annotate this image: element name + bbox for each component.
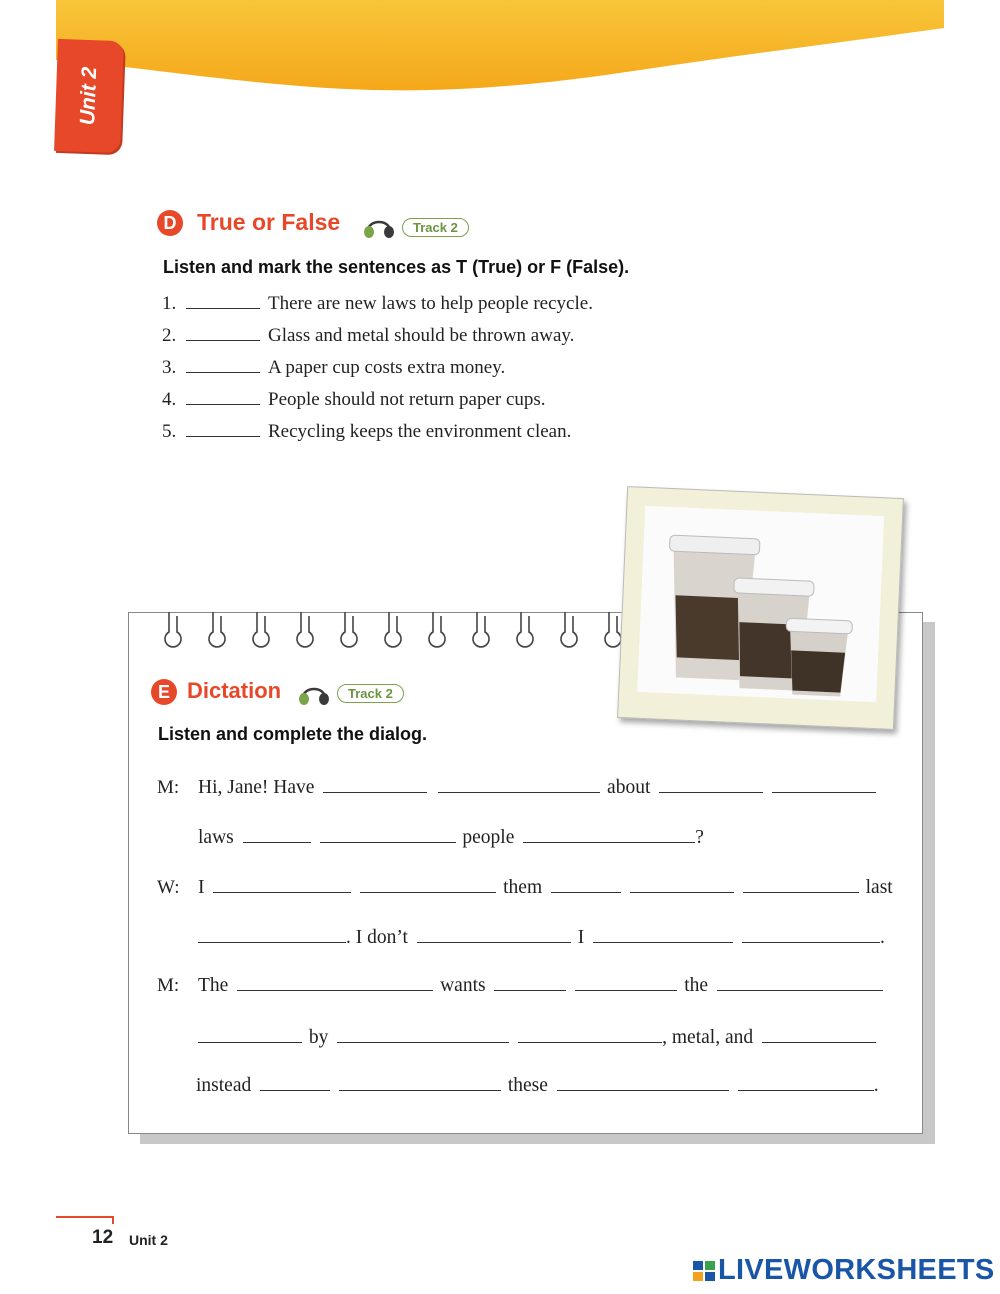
dialog-text: Hi, Jane! Have bbox=[198, 777, 315, 798]
speaker-label: W: bbox=[157, 877, 180, 898]
dialog-text: people bbox=[462, 827, 515, 848]
dictation-blank[interactable] bbox=[593, 928, 733, 943]
dialog-text: laws bbox=[198, 827, 234, 848]
tf-answer-blank[interactable] bbox=[186, 422, 260, 437]
brand-text: LIVEWORKSHEETS bbox=[718, 1254, 995, 1286]
dictation-blank[interactable] bbox=[198, 928, 346, 943]
dialog-line bbox=[198, 975, 883, 997]
tf-item bbox=[162, 293, 593, 315]
dictation-blank[interactable] bbox=[659, 778, 763, 793]
dictation-blank[interactable] bbox=[438, 778, 600, 793]
unit-tab-label: Unit 2 bbox=[75, 66, 102, 126]
footer-unit: Unit 2 bbox=[129, 1232, 168, 1248]
dialog-line bbox=[196, 1075, 879, 1097]
dictation-blank[interactable] bbox=[738, 1076, 874, 1091]
tf-item bbox=[162, 421, 571, 443]
section-d-letter: D bbox=[157, 210, 183, 236]
tf-item bbox=[162, 325, 574, 347]
track-badge-d[interactable]: Track 2 bbox=[402, 218, 469, 237]
coffee-cups-image bbox=[637, 506, 884, 702]
section-e-title: Dictation bbox=[187, 678, 282, 703]
dictation-blank[interactable] bbox=[417, 928, 571, 943]
track-badge-e[interactable]: Track 2 bbox=[337, 684, 404, 703]
tf-item-number: 3. bbox=[162, 357, 177, 378]
dictation-blank[interactable] bbox=[198, 1028, 302, 1043]
tf-answer-blank[interactable] bbox=[186, 294, 260, 309]
headphones-icon bbox=[297, 680, 331, 706]
dictation-blank[interactable] bbox=[339, 1076, 501, 1091]
tf-item bbox=[162, 389, 546, 411]
dictation-blank[interactable] bbox=[360, 878, 496, 893]
tf-item-text: There are new laws to help people recycle. bbox=[268, 293, 593, 314]
speaker-label: M: bbox=[157, 975, 180, 996]
dialog-text: ? bbox=[695, 827, 704, 848]
tf-item-text: Recycling keeps the environment clean. bbox=[268, 421, 572, 442]
dialog-line bbox=[198, 877, 893, 899]
dictation-blank[interactable] bbox=[772, 778, 876, 793]
dialog-text: instead bbox=[196, 1075, 252, 1096]
dictation-blank[interactable] bbox=[551, 878, 621, 893]
tf-item-number: 4. bbox=[162, 389, 177, 410]
dictation-blank[interactable] bbox=[717, 976, 883, 991]
tf-item-number: 2. bbox=[162, 325, 177, 346]
liveworksheets-logo-icon bbox=[692, 1259, 716, 1283]
dictation-blank[interactable] bbox=[260, 1076, 330, 1091]
footer-rule-tick bbox=[112, 1216, 114, 1224]
dictation-blank[interactable] bbox=[243, 828, 311, 843]
tf-answer-blank[interactable] bbox=[186, 358, 260, 373]
dictation-blank[interactable] bbox=[323, 778, 427, 793]
dialog-text: . bbox=[873, 1075, 879, 1096]
dictation-blank[interactable] bbox=[575, 976, 677, 991]
dictation-blank[interactable] bbox=[557, 1076, 729, 1091]
dialog-text: , metal, and bbox=[662, 1027, 754, 1048]
dictation-blank[interactable] bbox=[518, 1028, 662, 1043]
dialog-text: . bbox=[879, 927, 885, 948]
tf-answer-blank[interactable] bbox=[186, 390, 260, 405]
dictation-blank[interactable] bbox=[494, 976, 566, 991]
dialog-text: the bbox=[684, 975, 709, 996]
section-e-instruction: Listen and complete the dialog. bbox=[158, 724, 428, 744]
dictation-blank[interactable] bbox=[630, 878, 734, 893]
dictation-blank[interactable] bbox=[320, 828, 456, 843]
section-e-letter: E bbox=[151, 679, 177, 705]
dialog-text: The bbox=[198, 975, 229, 996]
tf-item bbox=[162, 357, 505, 379]
tf-item-number: 5. bbox=[162, 421, 177, 442]
dialog-text: I bbox=[198, 877, 205, 898]
coffee-cups-photo bbox=[617, 486, 904, 730]
section-d-title: True or False bbox=[197, 209, 341, 235]
tf-answer-blank[interactable] bbox=[186, 326, 260, 341]
dialog-line bbox=[198, 777, 876, 799]
dialog-text: last bbox=[865, 877, 893, 898]
tf-item-text: People should not return paper cups. bbox=[268, 389, 546, 410]
speaker-label: M: bbox=[157, 777, 180, 798]
dictation-blank[interactable] bbox=[523, 828, 695, 843]
dialog-text: . I don’t bbox=[346, 927, 408, 948]
section-d-instruction: Listen and mark the sentences as T (True) or F (False). bbox=[163, 257, 630, 277]
dictation-blank[interactable] bbox=[742, 928, 880, 943]
dictation-blank[interactable] bbox=[213, 878, 351, 893]
tf-item-number: 1. bbox=[162, 293, 177, 314]
unit-tab bbox=[54, 39, 124, 153]
headphones-icon bbox=[362, 213, 396, 239]
tf-item-text: A paper cup costs extra money. bbox=[268, 357, 506, 378]
dialog-text: about bbox=[607, 777, 651, 798]
tf-item-text: Glass and metal should be thrown away. bbox=[268, 325, 575, 346]
footer-rule bbox=[56, 1216, 114, 1218]
dictation-blank[interactable] bbox=[762, 1028, 876, 1043]
dialog-line bbox=[198, 927, 885, 949]
dictation-blank[interactable] bbox=[743, 878, 859, 893]
liveworksheets-brand[interactable] bbox=[692, 1254, 995, 1287]
dialog-line bbox=[198, 1027, 876, 1049]
page-number: 12 bbox=[92, 1227, 114, 1248]
dialog-text: them bbox=[503, 877, 543, 898]
dialog-text: wants bbox=[440, 975, 486, 996]
header-wave bbox=[0, 0, 1000, 130]
dialog-text: I bbox=[577, 927, 585, 948]
dialog-text: by bbox=[308, 1027, 329, 1048]
dictation-blank[interactable] bbox=[337, 1028, 509, 1043]
dialog-text: these bbox=[507, 1075, 548, 1096]
dictation-blank[interactable] bbox=[237, 976, 433, 991]
dialog-line bbox=[198, 827, 704, 849]
